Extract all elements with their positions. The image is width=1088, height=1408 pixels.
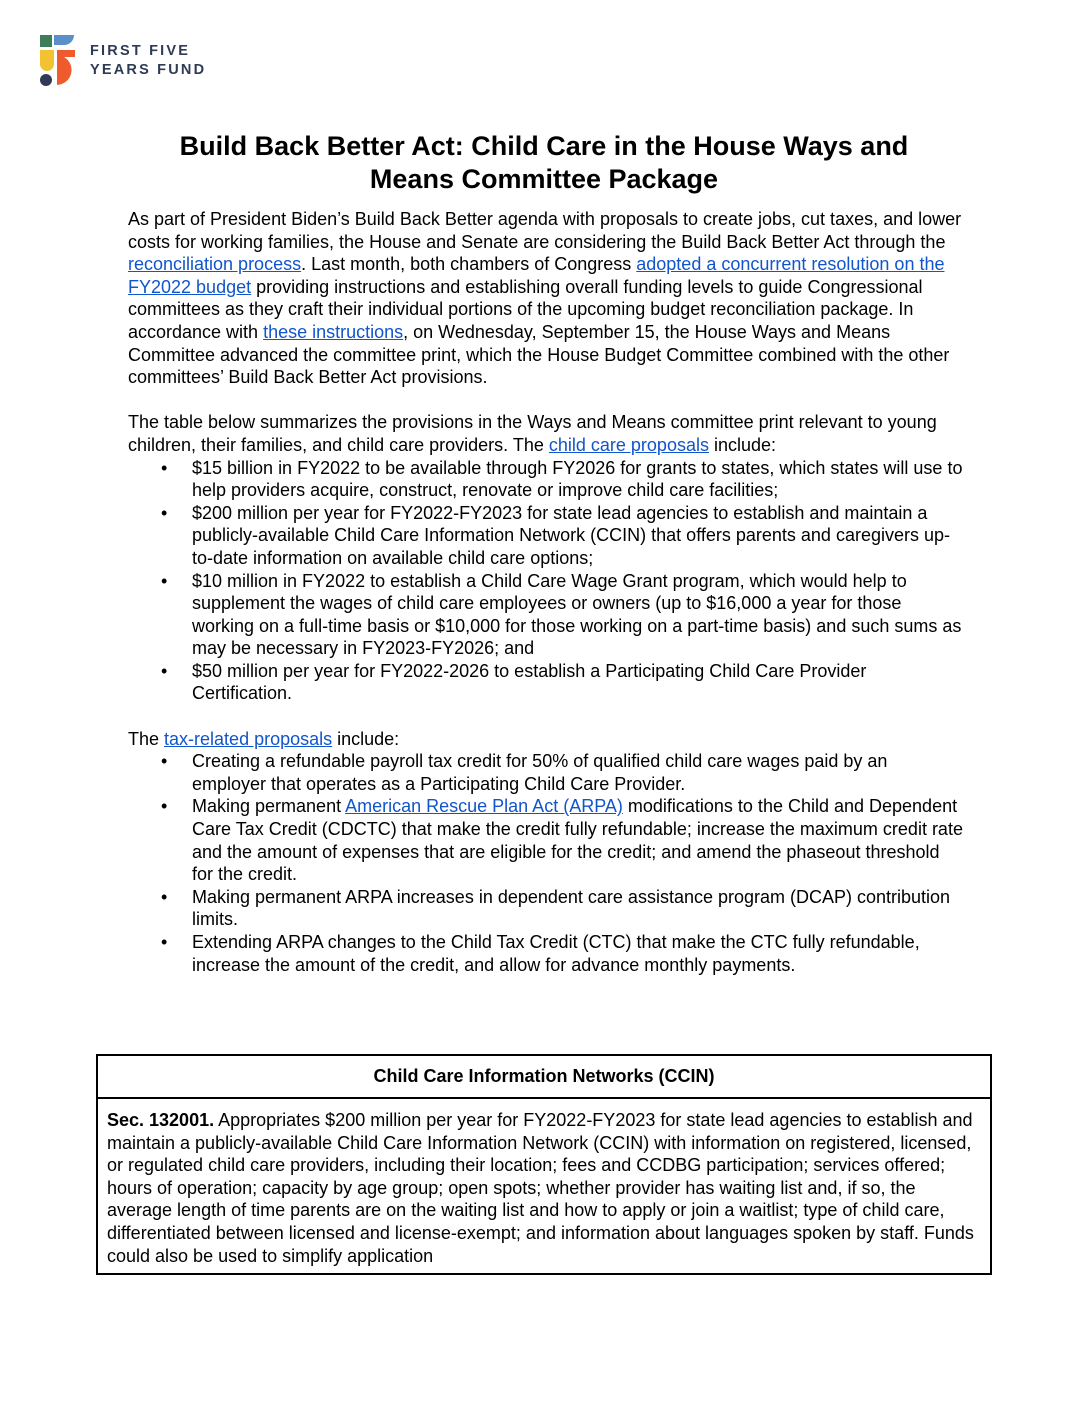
intro-text-2: . Last month, both chambers of Congress [301, 254, 637, 275]
section-text: Appropriates $200 million per year for FY2022-FY2023 for state lead agencies to establish and maintain a publicly-available Child Care Information Network (CCIN) with information on registered, licensed, or regulated child care providers, including their location; fees and CCDBG participation; services offered; hours of operation; capacity by age group; open spots; whether provider has waiting list and, if so, the average length of time parents are on the waiting list and how to apply or join a waitlist; type of child care, differentiated between licensed and license-exempt; and information about languages spoken by staff. Funds could also be used to simplify application [107, 1110, 974, 1266]
title-line-2: Means Committee Package [369, 164, 719, 194]
list-item: • $15 billion in FY2022 to be available through FY2026 for grants to states, which states will use to help providers acquire, construct, renovate or improve child care facilities; [128, 457, 963, 502]
intro-text-4: , on Wednesday, September 15, the House Ways and Means Committee advanced the committee print, which the House Budget Committee combined with the other committees’ Build Back Better Act provisions. [128, 321, 950, 388]
these-instructions-link[interactable]: these instructions [263, 321, 404, 342]
section-number: Sec. 132001. [107, 1110, 215, 1130]
reconciliation-process-link[interactable]: reconciliation process [128, 254, 302, 275]
ccin-table [96, 1054, 992, 1275]
intro-text-1: As part of President Biden’s Build Back Better agenda with proposals to create jobs, cut taxes, and lower costs for working families, the House and Senate are considering the Build Back Better Act through the [128, 209, 962, 252]
list-item: • $200 million per year for FY2022-FY2023 for state lead agencies to establish and maintain a publicly-available Child Care Information Network (CCIN) that offers parents and caregivers up-to-date information on available child care options; [128, 502, 963, 570]
tax-related-proposals-link[interactable]: tax-related proposals [164, 728, 333, 749]
document-body [128, 208, 963, 976]
summary-text-2: include: [708, 434, 777, 455]
table-header: Child Care Information Networks (CCIN) [98, 1056, 990, 1099]
list-item: • Making permanent ARPA increases in dependent care assistance program (DCAP) contribution limits. [128, 886, 963, 931]
list-item: • Creating a refundable payroll tax credit for 50% of qualified child care wages paid by an employer that operates as a Participating Child Care Provider. [128, 750, 963, 795]
arpa-link[interactable]: American Rescue Plan Act (ARPA) [345, 796, 623, 817]
tax-paragraph [128, 728, 963, 751]
list-item [128, 795, 963, 885]
child-care-proposals-list [128, 457, 963, 706]
list-item: • $10 million in FY2022 to establish a Child Care Wage Grant program, which would help to supplement the wages of child care employees or owners (up to $16,000 a year for those working on a full-time basis or $10,000 for those working on a part-time basis) and such sums as may be necessary in FY2023-FY2026; and [128, 570, 963, 660]
list-item: • Extending ARPA changes to the Child Tax Credit (CTC) that make the CTC fully refundable, increase the amount of the credit, and allow for advance monthly payments. [128, 931, 963, 976]
logo-wordmark [90, 42, 206, 80]
tax-text-2: include: [332, 728, 400, 749]
intro-text-3: providing instructions and establishing overall funding levels to guide Congressional committees as they craft their individual portions of the upcoming budget reconciliation package. In accordance with [128, 276, 923, 342]
logo-line-2: YEARS FUND [90, 62, 207, 78]
page-title [110, 130, 978, 196]
list-item: • $50 million per year for FY2022-2026 to establish a Participating Child Care Provider Certification. [128, 660, 963, 705]
logo-line-1: FIRST FIVE [90, 43, 191, 59]
first-five-years-fund-logo [40, 35, 240, 87]
concurrent-resolution-link[interactable]: adopted a concurrent resolution on the FY2022 budget [128, 254, 945, 297]
summary-text-1: The table below summarizes the provisions in the Ways and Means committee print relevant to young children, their families, and child care providers. The [128, 412, 937, 455]
tax-bullet-2-post: modifications to the Child and Dependent Care Tax Credit (CDCTC) that make the credit fully refundable; increase the maximum credit rate and the amount of expenses that are eligible for the credit; and amend the phaseout threshold for the credit. [192, 796, 963, 885]
logo-mark-icon [40, 35, 76, 87]
tax-bullet-2-pre: Making permanent [192, 796, 346, 817]
summary-paragraph [128, 411, 963, 456]
title-line-1: Build Back Better Act: Child Care in the House Ways and [179, 131, 909, 161]
table-cell [98, 1099, 990, 1267]
intro-paragraph [128, 208, 963, 389]
tax-proposals-list [128, 750, 963, 976]
child-care-proposals-link[interactable]: child care proposals [548, 434, 709, 455]
tax-text-1: The [128, 728, 165, 749]
